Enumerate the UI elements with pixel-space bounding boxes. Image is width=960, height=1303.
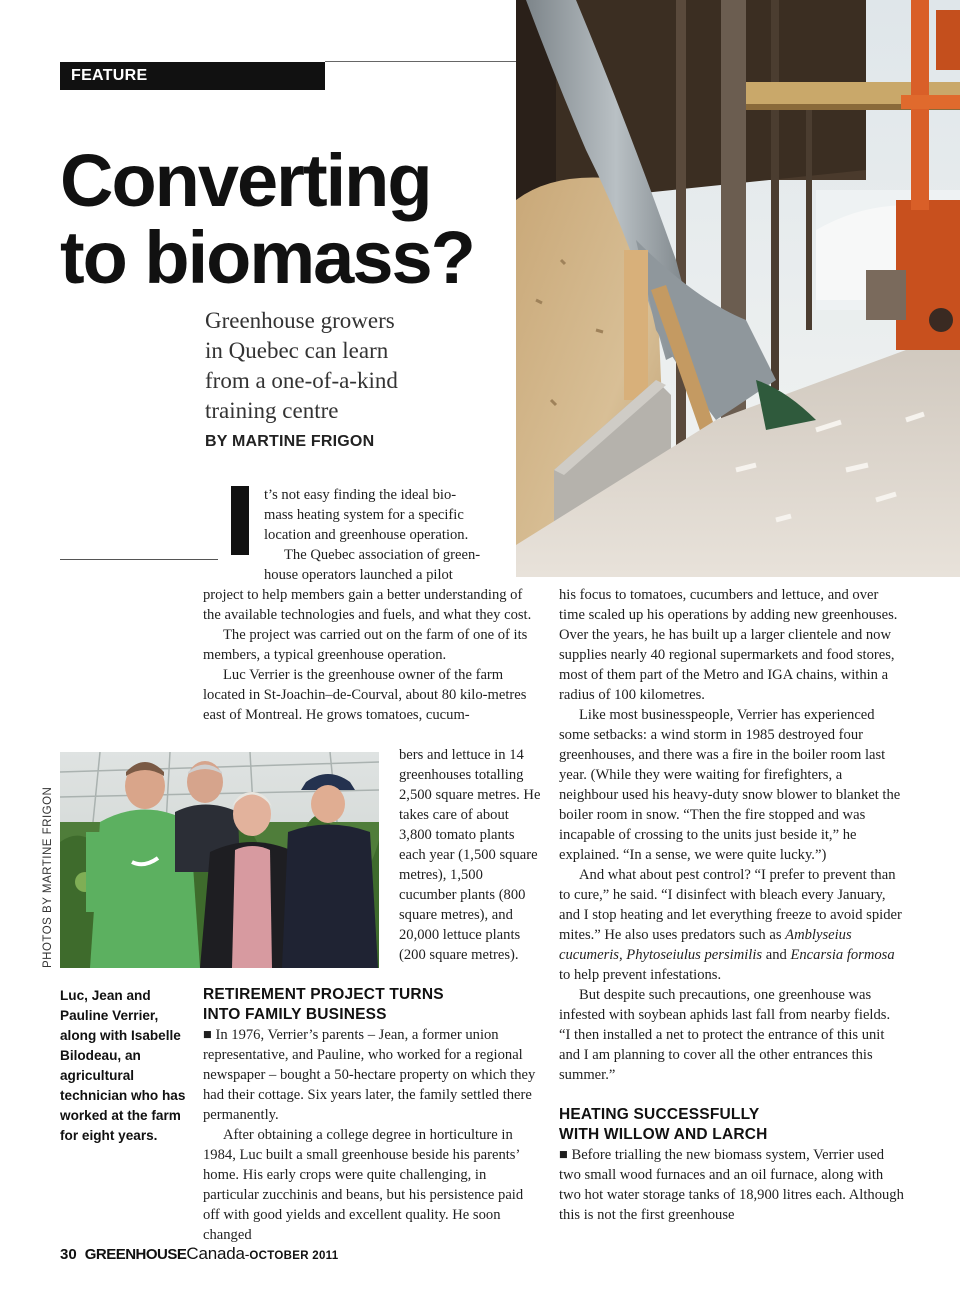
title-line-2: to biomass? bbox=[60, 216, 474, 299]
body-paragraph: The project was carried out on the farm of one of its members, a typical greenhouse operation. bbox=[203, 627, 528, 663]
subhead-heating bbox=[559, 1105, 904, 1145]
title-line-1: Converting bbox=[60, 139, 431, 222]
issue-date: OCTOBER 2011 bbox=[249, 1250, 339, 1262]
body-paragraph-pest-control bbox=[559, 865, 904, 985]
deck-line: training centre bbox=[205, 398, 339, 423]
body-paragraph: Like most businesspeople, Verrier has experienced some setbacks: a wind storm in 1985 destroyed four greenhouses, and there was a fire in the boiler room last year. (While they were waiting for firefighters, a neighbour used his heavy-duty snow blower to blanket the boiler room in snow. “Then the fire stopped and was incapable of crossing to the units just beside it,” he explained. “In a sense, we were quite lucky.”) bbox=[559, 707, 901, 863]
body-paragraph: But despite such precautions, one greenhouse was infested with soybean aphids last fall from nearby fields. “I then installed a net to protect the entrance of this unit and I am planning to cover all the other entrances this summer.” bbox=[559, 987, 891, 1083]
column-1-upper bbox=[203, 585, 543, 725]
body-paragraph: ■ Before trialling the new biomass system, Verrier used two small wood furnaces and an oil furnace, along with two hot water storage tanks of 18,900 litres each. Although this is not the first greenhouse bbox=[559, 1147, 904, 1223]
section-rule bbox=[60, 559, 218, 560]
magazine-name-part1: GREENHOUSE bbox=[84, 1246, 187, 1263]
section-label: FEATURE bbox=[71, 67, 148, 84]
text-span: And what about pest control? “I prefer to prevent than to cure,” he said. “I disinfect with bleach every January, and I stop heating and let everything freeze to avoid spider mites.” He also uses predators such as bbox=[559, 867, 902, 943]
body-paragraph: ■ In 1976, Verrier’s parents – Jean, a former union representative, and Pauline, who worked for a regional newspaper – bought a 50-hectare property on which they had their cottage. Six years later, the family settled there permanently. bbox=[203, 1027, 536, 1123]
article-title bbox=[60, 139, 620, 299]
intro-line: location and greenhouse operation. bbox=[264, 527, 469, 543]
article-deck bbox=[205, 306, 485, 426]
body-paragraph: After obtaining a college degree in horticulture in 1984, Luc built a small greenhouse beside his parents’ home. His early crops were quite challenging, in particular zucchinis and beans, but his persistence paid off with good yields and excellent quality. He soon changed bbox=[203, 1127, 524, 1243]
subhead-line: RETIREMENT PROJECT TURNS bbox=[203, 986, 444, 1003]
subhead-retirement-project bbox=[203, 985, 543, 1025]
family-photo bbox=[60, 752, 379, 968]
intro-line: The Quebec association of green- bbox=[284, 547, 481, 563]
section-label-bar bbox=[60, 62, 325, 90]
body-paragraph: project to help members gain a better understanding of the available technologies and fuels, and what they cost. bbox=[203, 587, 532, 623]
intro-line: t’s not easy finding the ideal bio- bbox=[264, 487, 457, 503]
subhead-line: INTO FAMILY BUSINESS bbox=[203, 1006, 387, 1023]
deck-line: Greenhouse growers bbox=[205, 308, 395, 333]
intro-line: mass heating system for a specific bbox=[264, 507, 464, 523]
photo-caption: Luc, Jean and Pauline Verrier, along with Isabelle Bilodeau, an agricultural technician who has worked at the farm for eight years. bbox=[60, 988, 186, 1143]
subhead-line: HEATING SUCCESSFULLY bbox=[559, 1106, 760, 1123]
column-2-text bbox=[559, 585, 904, 1085]
species-name: Encarsia formosa bbox=[790, 947, 895, 963]
column-1-narrow bbox=[399, 745, 543, 965]
text-span: and bbox=[765, 947, 787, 963]
column-1-lower-text bbox=[203, 1025, 543, 1245]
column-1-lower bbox=[203, 985, 543, 1245]
page-footer bbox=[60, 1244, 338, 1264]
deck-line: in Quebec can learn bbox=[205, 338, 389, 363]
text-span: to help prevent infestations. bbox=[559, 967, 722, 983]
byline: BY MARTINE FRIGON bbox=[205, 433, 375, 450]
deck-line: from a one-of-a-kind bbox=[205, 368, 398, 393]
intro-line: house operators launched a pilot bbox=[264, 567, 453, 583]
drop-cap-letter-i bbox=[231, 486, 249, 555]
top-rule bbox=[325, 61, 520, 62]
footer-separator: - bbox=[244, 1246, 250, 1262]
page-number: 30 bbox=[60, 1246, 77, 1263]
photo-credit: PHOTOS BY MARTINE FRIGON bbox=[42, 786, 54, 968]
magazine-name-part2: Canada bbox=[186, 1244, 245, 1263]
column-2 bbox=[559, 585, 904, 1225]
body-paragraph: Luc Verrier is the greenhouse owner of the farm located in St-Joachin–de-Courval, about 80 kilo-metres east of Montreal. He grows tomatoes, cucum- bbox=[203, 667, 527, 723]
species-names: Amblyseius cucumeris, Phytoseiulus persimilis bbox=[559, 927, 852, 963]
subhead-line: WITH WILLOW AND LARCH bbox=[559, 1126, 768, 1143]
column-2-lower-text bbox=[559, 1145, 904, 1225]
body-paragraph: his focus to tomatoes, cucumbers and lettuce, and over time scaled up his operations by adding new greenhouses. Over the years, he has built up a larger clientele and now supplies nearly 40 regional supermarkets and food stores, most of them part of the Metro and IGA chains, within a radius of 100 kilometres. bbox=[559, 587, 898, 703]
intro-text bbox=[264, 485, 544, 585]
body-paragraph: bers and lettuce in 14 greenhouses totalling 2,500 square metres. He takes care of about 3,800 tomato plants each year (1,500 square metres), 1,500 cucumber plants (800 square metres), and 20,000 lettuce plants (200 square metres). bbox=[399, 747, 541, 963]
